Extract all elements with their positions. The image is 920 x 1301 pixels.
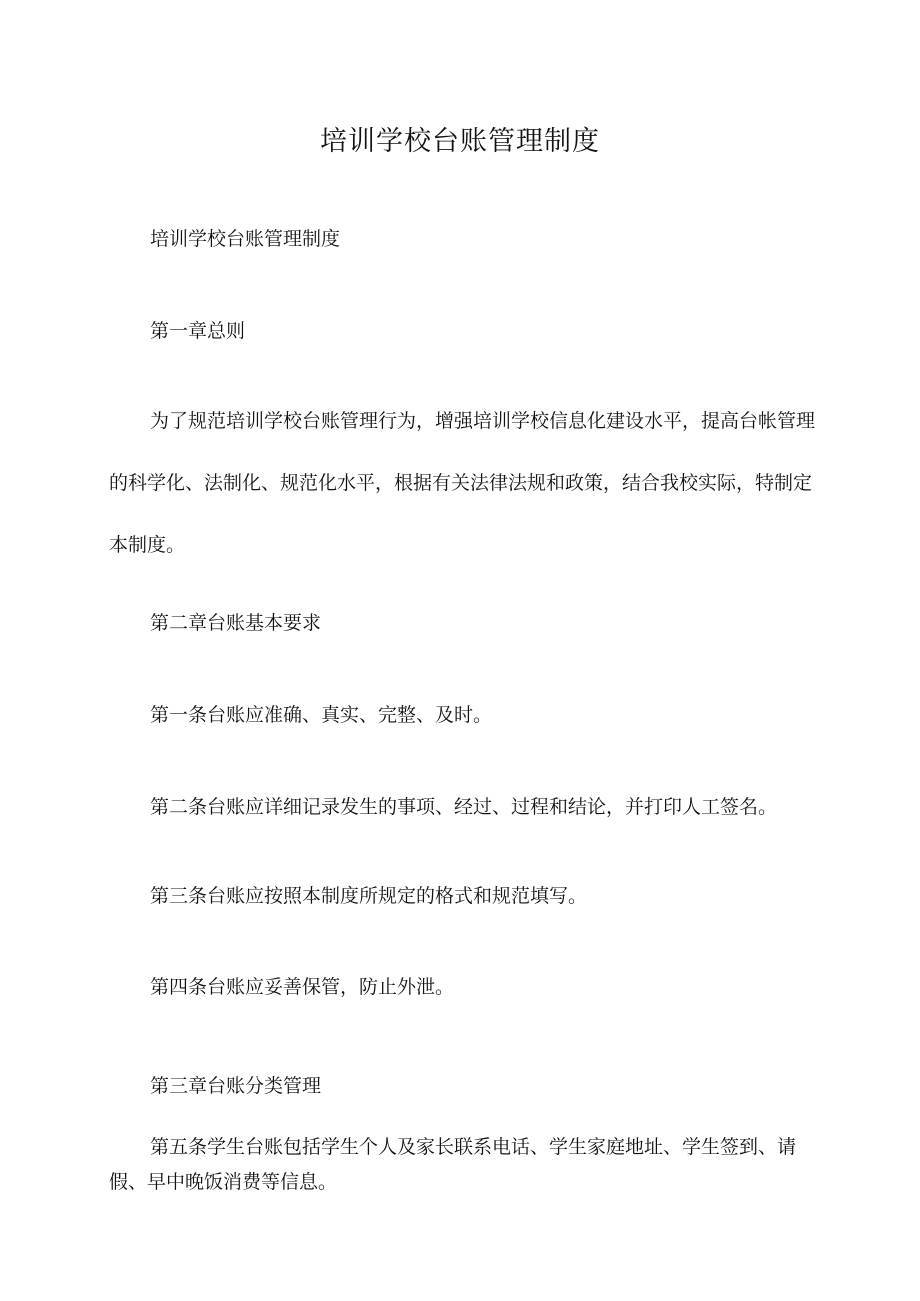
article-1: 第一条台账应准确、真实、完整、及时。 <box>150 704 493 726</box>
document-heading: 培训学校台账管理制度 <box>150 228 341 250</box>
document-title: 培训学校台账管理制度 <box>320 126 600 157</box>
purpose-paragraph: 为了规范培训学校台账管理行为，增强培训学校信息化建设水平，提高台帐管理的科学化、法制化、规范化水平，根据有关法律法规和政策，结合我校实际，特制定本制度。 <box>109 410 816 556</box>
article-2: 第二条台账应详细记录发生的事项、经过、过程和结论，并打印人工签名。 <box>150 796 778 818</box>
chapter-1-heading: 第一章总则 <box>150 320 246 342</box>
chapter-2-heading: 第二章台账基本要求 <box>150 612 322 634</box>
article-4: 第四条台账应妥善保管，防止外泄。 <box>150 976 455 998</box>
article-5: 第五条学生台账包括学生个人及家长联系电话、学生家庭地址、学生签到、请假、早中晚饭消费等信息。 <box>109 1136 797 1193</box>
chapter-3-heading: 第三章台账分类管理 <box>150 1075 322 1097</box>
article-3: 第三条台账应按照本制度所规定的格式和规范填写。 <box>150 885 588 907</box>
